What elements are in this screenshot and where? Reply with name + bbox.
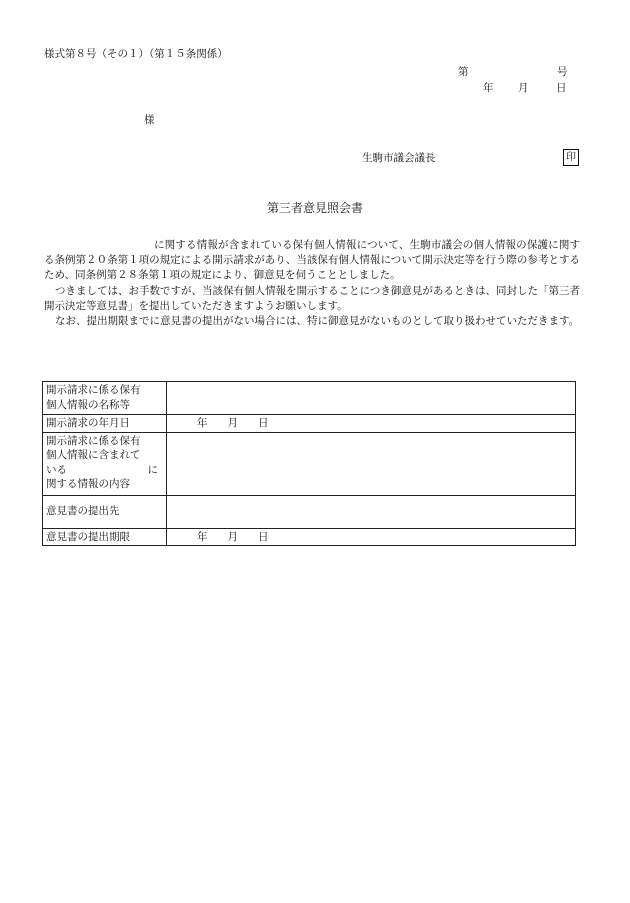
body-text [44,238,580,329]
date-day: 日 [258,417,269,429]
table-row [43,382,576,415]
seal-stamp: 印 [563,149,579,166]
row-label-request-date: 開示請求の年月日 [43,415,167,433]
label-line: 個人情報に含まれて [46,449,141,461]
document-number-prefix: 第 [458,66,469,78]
document-number-suffix: 号 [557,66,568,78]
date-month: 月 [227,530,238,543]
inquiry-info-table [42,381,576,546]
value-submission-destination[interactable] [167,495,576,528]
date-month: 月 [227,417,238,429]
row-label-submission-destination: 意見書の提出先 [43,495,167,528]
row-label-submission-deadline: 意見書の提出期限 [43,528,167,546]
date-year: 年 [197,417,208,429]
body-paragraph-2: つきましては、お手数ですが、当該保有個人情報を開示することにつき御意見があるときは、同封した「第三者開示決定等意見書」を提出していただきますようお願いします。 [44,284,580,312]
label-line: 関する情報の内容 [46,478,130,490]
label-line: 開示請求に係る保有 [46,434,141,447]
addressee-honorific: 様 [144,114,155,126]
value-info-name[interactable] [167,382,576,415]
document-title: 第三者意見照会書 [266,201,363,215]
row-label-info-name [43,382,167,415]
value-submission-deadline[interactable] [167,528,576,546]
issue-date-year: 年 [483,82,494,94]
label-fragment: に [147,463,158,476]
issue-date-month: 月 [518,82,529,94]
table-row [43,528,576,546]
value-info-content[interactable] [167,432,576,495]
label-line [46,463,158,478]
sender-name: 生駒市議会議長 [362,152,436,164]
table-row [43,415,576,433]
value-request-date[interactable] [167,415,576,433]
table-row [43,495,576,528]
body-paragraph-3: なお、提出期限までに意見書の提出がない場合には、特に御意見がないものとして取り扱わせていただきます。 [55,315,580,328]
label-line: 開示請求に係る保有 [46,384,141,396]
issue-date-day: 日 [556,82,567,94]
body-paragraph-1: に関する情報が含まれている保有個人情報について、生駒市議会の個人情報の保護に関する条例第２０条第１項の規定による開示請求があり、当該保有個人情報について開示決定等を行う際の参考とするため、同条例第２８条第１項の規定により、御意見を伺うこととしました。 [44,239,580,282]
form-number-label: 様式第８号（その１）（第１５条関係） [44,48,228,60]
table-row [43,432,576,495]
label-line: 個人情報の名称等 [46,398,130,411]
date-year: 年 [197,530,208,543]
label-fragment: いる [46,463,67,476]
row-label-info-content [43,432,167,495]
date-day: 日 [258,530,269,543]
